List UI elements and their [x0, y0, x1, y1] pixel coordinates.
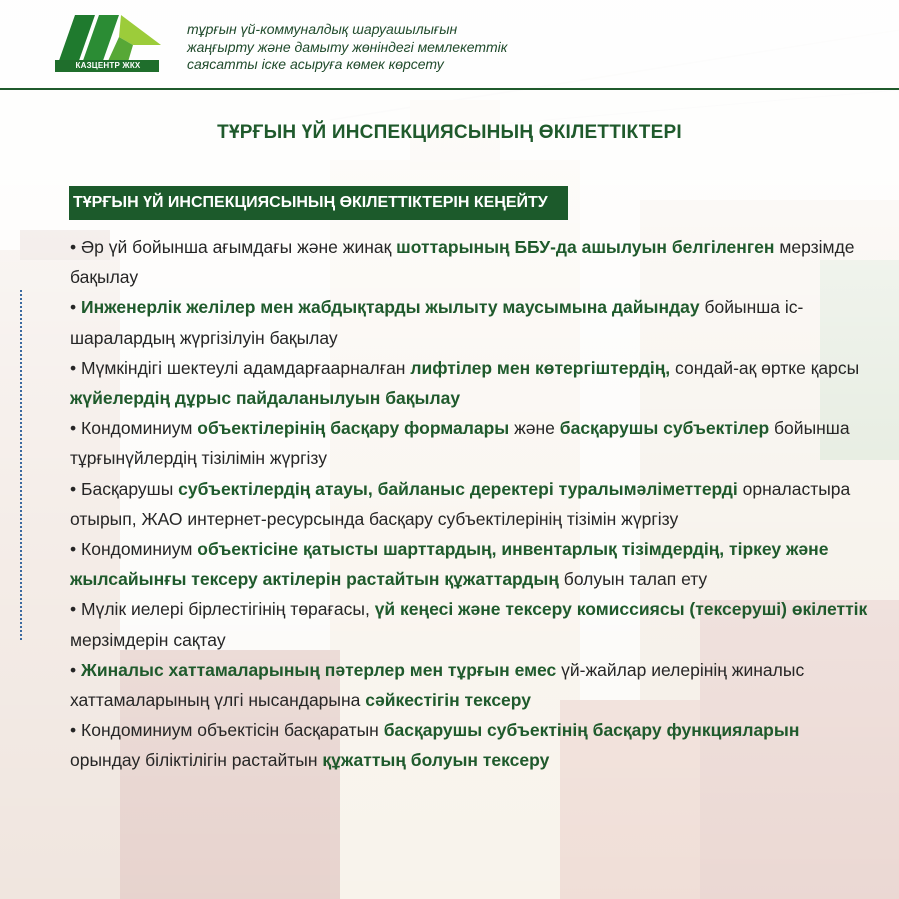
- list-item: [70, 655, 870, 715]
- item-text: сондай-ақ өртке қарсы: [670, 357, 860, 378]
- bullet-icon: •: [70, 720, 77, 741]
- highlighted-text: басқарушы субъектінің басқару функцияларын: [383, 720, 800, 741]
- list-item: [70, 292, 870, 352]
- bullet-icon: •: [70, 599, 77, 620]
- item-text: Мүлік иелері бірлестігінің төрағасы,: [81, 599, 375, 620]
- responsibilities-list: [70, 232, 870, 776]
- item-text: орындау біліктілігін растайтын: [70, 750, 323, 771]
- description-line: саясатты іске асыруға көмек көрсету: [187, 56, 444, 72]
- item-text: орналастыра отырып, ЖАО интернет-ресурсында басқару субъектілерінің тізімін жүргізу: [70, 478, 851, 529]
- list-item: [70, 413, 870, 473]
- list-item: [70, 534, 870, 594]
- item-text: үй-жайлар иелерінің жиналыс хаттамаларының үлгі нысандарына: [70, 659, 805, 711]
- list-item: [70, 594, 870, 654]
- page-title: ТҰРҒЫН ҮЙ ИНСПЕКЦИЯСЫНЫҢ ӨКІЛЕТТІКТЕРІ: [217, 122, 682, 143]
- item-text: Кондоминиум объектісін басқаратын: [81, 720, 384, 741]
- highlighted-text: лифтілер мен көтергіштердің,: [410, 357, 671, 378]
- highlighted-text: объектілерінің басқару формалары: [197, 418, 510, 439]
- list-item: [70, 715, 870, 775]
- highlighted-text: объектісіне қатысты шарттардың, инвентарлық тізімдердің, тіркеу және жылсайынғы тексеру актілерін растайтын құжаттардың: [70, 539, 829, 590]
- item-text: мерзімде бақылау: [70, 237, 855, 288]
- highlighted-text: құжаттың болуын тексеру: [322, 750, 550, 771]
- bullet-icon: •: [70, 297, 77, 318]
- item-text: Әр үй бойынша ағымдағы және жинақ: [81, 237, 397, 257]
- bullet-icon: •: [70, 237, 77, 257]
- bullet-icon: •: [70, 659, 77, 680]
- highlighted-text: сәйкестігін тексеру: [365, 690, 531, 711]
- item-text: бойынша іс-шаралардың жүргізілуін бақылау: [70, 297, 804, 348]
- bullet-icon: •: [70, 539, 77, 560]
- bullet-icon: •: [70, 418, 77, 439]
- header-divider: [0, 88, 899, 90]
- organization-description: [187, 21, 607, 74]
- bullet-icon: •: [70, 357, 77, 378]
- item-text: мерзімдерін сақтау: [70, 629, 226, 650]
- item-text: Кондоминиум: [81, 539, 198, 560]
- description-line: тұрғын үй-коммуналдық шаруашылығын: [187, 21, 458, 37]
- list-item: [70, 353, 870, 413]
- description-line: жаңғырту және дамыту жөніндегі мемлекеттік: [187, 38, 508, 55]
- logo-caption: КАЗЦЕНТР ЖКХ: [75, 61, 141, 70]
- item-text: Басқарушы: [81, 478, 179, 499]
- section-heading: ТҰРҒЫН ҮЙ ИНСПЕКЦИЯСЫНЫҢ ӨКІЛЕТТІКТЕРІН КЕҢЕЙТУ: [69, 186, 568, 220]
- item-text: бойынша тұрғынүйлердің тізілімін жүргізу: [70, 418, 850, 469]
- highlighted-text: үй кеңесі және тексеру комиссиясы (тексеруші) өкілеттік: [374, 599, 868, 620]
- highlighted-text: субъектілердің атауы, байланыс деректері туралымәліметтерді: [178, 478, 738, 499]
- item-text: Кондоминиум: [81, 418, 198, 439]
- header: [0, 0, 899, 90]
- list-item: [70, 474, 870, 534]
- item-text: Мүмкіндігі шектеулі адамдарғаарналған: [81, 357, 411, 378]
- highlighted-text: шоттарының ББУ-да ашылуын белгіленген: [396, 237, 775, 257]
- highlighted-text: жүйелердің дұрыс пайдаланылуын бақылау: [70, 388, 461, 409]
- dotted-guide: [20, 290, 22, 640]
- item-text: және: [509, 418, 560, 439]
- list-item: [70, 232, 870, 292]
- bullet-icon: •: [70, 478, 77, 499]
- highlighted-text: Жиналыс хаттамаларының пәтерлер мен тұрғын емес: [81, 659, 557, 680]
- item-text: болуын талап ету: [558, 569, 708, 590]
- highlighted-text: Инженерлік желілер мен жабдықтарды жылыту маусымына дайындау: [81, 297, 700, 318]
- highlighted-text: басқарушы субъектілер: [559, 418, 770, 439]
